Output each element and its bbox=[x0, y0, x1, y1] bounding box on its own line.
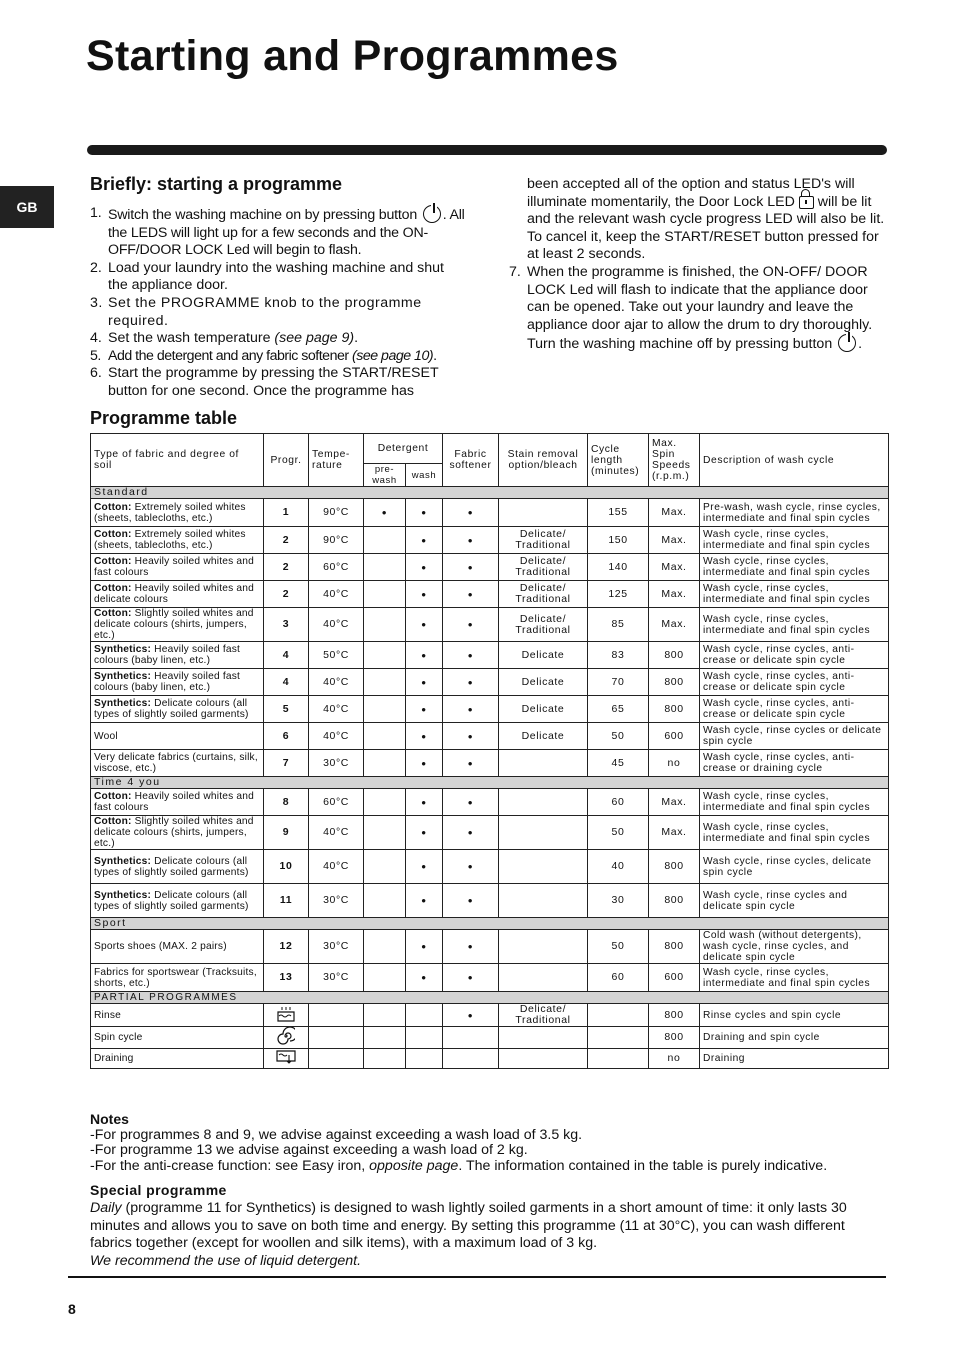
rinse-icon bbox=[277, 1013, 295, 1025]
stain-removal-cell bbox=[499, 789, 588, 816]
softener-cell: • bbox=[443, 884, 499, 918]
description-cell: Wash cycle, rinse cycles, intermediate and final spin cycles bbox=[700, 554, 889, 581]
col-type: Type of fabric and degree of soil bbox=[91, 434, 264, 487]
programme-number-cell: 1 bbox=[264, 499, 309, 527]
fabric-type-cell: Synthetics: Heavily soiled fast colours (baby linen, etc.) bbox=[91, 642, 264, 669]
step-6: 6. Start the programme by pressing the START/RESET button for one second. Once the programme has bbox=[90, 365, 439, 399]
stain-removal-cell: Delicate/ Traditional bbox=[499, 554, 588, 581]
programme-table-heading: Programme table bbox=[90, 408, 238, 428]
cycle-length-cell: 140 bbox=[588, 554, 649, 581]
wash-cell: • bbox=[406, 499, 443, 527]
cycle-length-cell bbox=[588, 1049, 649, 1069]
temperature-cell: 30°C bbox=[309, 930, 364, 964]
fabric-type-cell: Cotton: Slightly soiled whites and delicate colours (shirts, jumpers, etc.) bbox=[91, 608, 264, 642]
cycle-length-cell: 85 bbox=[588, 608, 649, 642]
spin-icon bbox=[277, 1036, 295, 1048]
drain-icon bbox=[276, 1056, 296, 1068]
programme-number-cell: 5 bbox=[264, 696, 309, 723]
softener-cell: • bbox=[443, 499, 499, 527]
cycle-length-cell: 50 bbox=[588, 816, 649, 850]
special-text: Daily (programme 11 for Synthetics) is designed to wash lightly soiled garments in a short amount of time: it only lasts 30 minutes and allows you to save on both time and energy. By setting this programme (11 at 30°C), you can wash different fabrics together (except for woollen and silk items), with a maximum load of 3 kg. bbox=[90, 1199, 847, 1252]
table-row bbox=[91, 669, 889, 696]
description-cell: Wash cycle, rinse cycles, intermediate and final spin cycles bbox=[700, 608, 889, 642]
col-softener: Fabric softener bbox=[443, 434, 499, 487]
fabric-type-cell: Wool bbox=[91, 723, 264, 750]
cycle-length-cell: 60 bbox=[588, 789, 649, 816]
programme-number-cell: 10 bbox=[264, 850, 309, 884]
prewash-cell bbox=[364, 816, 406, 850]
spin-speed-cell: Max. bbox=[649, 581, 700, 608]
spin-speed-cell: 800 bbox=[649, 884, 700, 918]
stain-removal-cell: Delicate/ Traditional bbox=[499, 1004, 588, 1027]
softener-cell: • bbox=[443, 850, 499, 884]
table-row bbox=[91, 642, 889, 669]
temperature-cell: 40°C bbox=[309, 816, 364, 850]
stain-removal-cell: Delicate/ Traditional bbox=[499, 608, 588, 642]
description-cell: Pre-wash, wash cycle, rinse cycles, intermediate and final spin cycles bbox=[700, 499, 889, 527]
softener-cell bbox=[443, 1027, 499, 1049]
cycle-length-cell: 50 bbox=[588, 723, 649, 750]
power-icon bbox=[838, 334, 856, 352]
table-row bbox=[91, 816, 889, 850]
table-row bbox=[91, 499, 889, 527]
special-recommend: We recommend the use of liquid detergent. bbox=[90, 1253, 362, 1270]
fabric-type-cell: Synthetics: Delicate colours (all types of slightly soiled garments) bbox=[91, 696, 264, 723]
step-1: 1. Switch the washing machine on by pressing button . All the LEDS will light up for a few seconds and the ON-OFF/DOOR LOCK Led will begin to flash. bbox=[90, 205, 465, 259]
wash-cell bbox=[406, 1004, 443, 1027]
temperature-cell: 50°C bbox=[309, 642, 364, 669]
prewash-cell bbox=[364, 696, 406, 723]
table-row bbox=[91, 884, 889, 918]
col-cycle: Cycle length (minutes) bbox=[588, 434, 649, 487]
header-rule bbox=[87, 145, 887, 155]
stain-removal-cell: Delicate bbox=[499, 696, 588, 723]
section-header bbox=[91, 918, 889, 930]
description-cell: Wash cycle, rinse cycles, anti-crease or delicate spin cycle bbox=[700, 642, 889, 669]
programme-number-cell: 13 bbox=[264, 964, 309, 992]
stain-removal-cell bbox=[499, 964, 588, 992]
spin-speed-cell: no bbox=[649, 750, 700, 777]
stain-removal-cell bbox=[499, 1049, 588, 1069]
power-icon bbox=[423, 205, 441, 223]
section-header bbox=[91, 992, 889, 1004]
softener-cell bbox=[443, 1049, 499, 1069]
wash-cell: • bbox=[406, 964, 443, 992]
cancel-instruction: To cancel it, keep the START/RESET button pressed for at least 2 seconds. bbox=[527, 228, 879, 263]
col-wash: wash bbox=[406, 464, 443, 487]
table-row bbox=[91, 581, 889, 608]
special-heading: Special programme bbox=[90, 1182, 227, 1198]
programme-number-cell: 12 bbox=[264, 930, 309, 964]
col-temp: Tempe-rature bbox=[309, 434, 364, 487]
prewash-cell bbox=[364, 850, 406, 884]
programme-number-cell: 11 bbox=[264, 884, 309, 918]
wash-cell: • bbox=[406, 750, 443, 777]
section-header bbox=[91, 777, 889, 789]
section-header bbox=[91, 487, 889, 499]
wash-cell: • bbox=[406, 850, 443, 884]
wash-cell: • bbox=[406, 669, 443, 696]
table-row bbox=[91, 789, 889, 816]
door-lock-icon bbox=[799, 196, 814, 209]
fabric-type-cell: Cotton: Slightly soiled whites and delicate colours (shirts, jumpers, etc.) bbox=[91, 816, 264, 850]
fabric-type-cell: Very delicate fabrics (curtains, silk, viscose, etc.) bbox=[91, 750, 264, 777]
programme-number-cell bbox=[264, 1004, 309, 1027]
stain-removal-cell bbox=[499, 930, 588, 964]
temperature-cell: 40°C bbox=[309, 669, 364, 696]
description-cell: Wash cycle, rinse cycles, intermediate and final spin cycles bbox=[700, 527, 889, 554]
section-title: Standard bbox=[91, 487, 889, 499]
stain-removal-cell bbox=[499, 850, 588, 884]
note-line: -For programmes 8 and 9, we advise against exceeding a wash load of 3.5 kg. bbox=[90, 1126, 583, 1143]
softener-cell: • bbox=[443, 789, 499, 816]
temperature-cell: 90°C bbox=[309, 527, 364, 554]
fabric-type-cell: Synthetics: Heavily soiled fast colours (baby linen, etc.) bbox=[91, 669, 264, 696]
prewash-cell bbox=[364, 1049, 406, 1069]
spin-speed-cell: 800 bbox=[649, 850, 700, 884]
description-cell: Wash cycle, rinse cycles, anti-crease or draining cycle bbox=[700, 750, 889, 777]
description-cell: Wash cycle, rinse cycles, anti-crease or delicate spin cycle bbox=[700, 669, 889, 696]
softener-cell: • bbox=[443, 642, 499, 669]
stain-removal-cell: Delicate/ Traditional bbox=[499, 581, 588, 608]
programme-number-cell: 4 bbox=[264, 669, 309, 696]
section-title: Sport bbox=[91, 918, 889, 930]
cycle-length-cell: 60 bbox=[588, 964, 649, 992]
table-row bbox=[91, 527, 889, 554]
softener-cell: • bbox=[443, 608, 499, 642]
fabric-type-cell: Cotton: Heavily soiled whites and fast colours bbox=[91, 554, 264, 581]
stain-removal-cell: Delicate bbox=[499, 642, 588, 669]
cycle-length-cell: 30 bbox=[588, 884, 649, 918]
prewash-cell bbox=[364, 723, 406, 750]
spin-speed-cell: no bbox=[649, 1049, 700, 1069]
spin-speed-cell: 800 bbox=[649, 930, 700, 964]
softener-cell: • bbox=[443, 723, 499, 750]
prewash-cell bbox=[364, 750, 406, 777]
step-5: 5. Add the detergent and any fabric softener (see page 10). bbox=[90, 347, 437, 364]
notes bbox=[90, 1112, 827, 1174]
description-cell: Draining bbox=[700, 1049, 889, 1069]
programme-number-cell: 3 bbox=[264, 608, 309, 642]
table-row bbox=[91, 930, 889, 964]
temperature-cell: 30°C bbox=[309, 964, 364, 992]
fabric-type-cell: Cotton: Heavily soiled whites and delicate colours bbox=[91, 581, 264, 608]
description-cell: Draining and spin cycle bbox=[700, 1027, 889, 1049]
cycle-length-cell: 40 bbox=[588, 850, 649, 884]
section-title: Time 4 you bbox=[91, 777, 889, 789]
stain-removal-cell bbox=[499, 499, 588, 527]
step-2: 2. Load your laundry into the washing machine and shut the appliance door. bbox=[90, 259, 444, 294]
programme-number-cell: 2 bbox=[264, 527, 309, 554]
temperature-cell: 40°C bbox=[309, 723, 364, 750]
prewash-cell bbox=[364, 527, 406, 554]
prewash-cell bbox=[364, 608, 406, 642]
fabric-type-cell: Cotton: Heavily soiled whites and fast colours bbox=[91, 789, 264, 816]
spin-speed-cell: 600 bbox=[649, 964, 700, 992]
fabric-type-cell: Rinse bbox=[91, 1004, 264, 1027]
fabric-type-cell: Synthetics: Delicate colours (all types of slightly soiled garments) bbox=[91, 850, 264, 884]
table-row bbox=[91, 554, 889, 581]
softener-cell: • bbox=[443, 554, 499, 581]
temperature-cell: 40°C bbox=[309, 581, 364, 608]
description-cell: Wash cycle, rinse cycles, intermediate and final spin cycles bbox=[700, 816, 889, 850]
temperature-cell: 30°C bbox=[309, 750, 364, 777]
programme-number-cell: 2 bbox=[264, 554, 309, 581]
temperature-cell: 40°C bbox=[309, 850, 364, 884]
fabric-type-cell: Cotton: Extremely soiled whites (sheets, tablecloths, etc.) bbox=[91, 499, 264, 527]
spin-speed-cell: 800 bbox=[649, 669, 700, 696]
description-cell: Wash cycle, rinse cycles, intermediate and final spin cycles bbox=[700, 789, 889, 816]
cycle-length-cell: 65 bbox=[588, 696, 649, 723]
prewash-cell bbox=[364, 1004, 406, 1027]
stain-removal-cell: Delicate bbox=[499, 669, 588, 696]
programme-number-cell bbox=[264, 1049, 309, 1069]
softener-cell: • bbox=[443, 750, 499, 777]
step-6-continued: been accepted all of the option and status LED's will illuminate momentarily, the Door Lock LED will be lit and the relevant wash cycle progress LED will also be lit. bbox=[527, 176, 885, 228]
prewash-cell bbox=[364, 581, 406, 608]
temperature-cell: 30°C bbox=[309, 884, 364, 918]
wash-cell: • bbox=[406, 816, 443, 850]
prewash-cell bbox=[364, 884, 406, 918]
step-3: 3. Set the PROGRAMME knob to the programme required. bbox=[90, 294, 422, 329]
col-desc: Description of wash cycle bbox=[700, 434, 889, 487]
spin-speed-cell: Max. bbox=[649, 499, 700, 527]
softener-cell: • bbox=[443, 930, 499, 964]
table-row bbox=[91, 696, 889, 723]
wash-cell bbox=[406, 1027, 443, 1049]
programme-number-cell: 9 bbox=[264, 816, 309, 850]
col-prewash: pre-wash bbox=[364, 464, 406, 487]
briefly-heading: Briefly: starting a programme bbox=[90, 174, 343, 194]
steps-right-column bbox=[509, 176, 887, 354]
prewash-cell bbox=[364, 669, 406, 696]
note-line: -For the anti-crease function: see Easy iron, opposite page. The information contained in the table is purely indicative. bbox=[90, 1157, 828, 1174]
programme-number-cell: 7 bbox=[264, 750, 309, 777]
programme-table bbox=[90, 433, 889, 1069]
table-row bbox=[91, 1049, 889, 1069]
temperature-cell: 40°C bbox=[309, 608, 364, 642]
softener-cell: • bbox=[443, 964, 499, 992]
fabric-type-cell: Fabrics for sportswear (Tracksuits, shorts, etc.) bbox=[91, 964, 264, 992]
stain-removal-cell bbox=[499, 816, 588, 850]
fabric-type-cell: Draining bbox=[91, 1049, 264, 1069]
col-stain: Stain removal option/bleach bbox=[499, 434, 588, 487]
section-title: PARTIAL PROGRAMMES bbox=[91, 992, 889, 1004]
prewash-cell bbox=[364, 642, 406, 669]
description-cell: Rinse cycles and spin cycle bbox=[700, 1004, 889, 1027]
spin-speed-cell: 800 bbox=[649, 1027, 700, 1049]
fabric-type-cell: Spin cycle bbox=[91, 1027, 264, 1049]
temperature-cell bbox=[309, 1049, 364, 1069]
table-row bbox=[91, 964, 889, 992]
wash-cell: • bbox=[406, 930, 443, 964]
wash-cell: • bbox=[406, 789, 443, 816]
temperature-cell: 60°C bbox=[309, 554, 364, 581]
stain-removal-cell: Delicate/ Traditional bbox=[499, 527, 588, 554]
table-row bbox=[91, 750, 889, 777]
spin-speed-cell: 800 bbox=[649, 696, 700, 723]
spin-speed-cell: Max. bbox=[649, 816, 700, 850]
stain-removal-cell: Delicate bbox=[499, 723, 588, 750]
cycle-length-cell: 150 bbox=[588, 527, 649, 554]
cycle-length-cell: 70 bbox=[588, 669, 649, 696]
page-number: 8 bbox=[68, 1301, 76, 1317]
temperature-cell bbox=[309, 1027, 364, 1049]
softener-cell: • bbox=[443, 1004, 499, 1027]
programme-number-cell: 8 bbox=[264, 789, 309, 816]
col-spin: Max. Spin Speeds (r.p.m.) bbox=[649, 434, 700, 487]
description-cell: Wash cycle, rinse cycles, delicate spin cycle bbox=[700, 850, 889, 884]
prewash-cell bbox=[364, 789, 406, 816]
prewash-cell bbox=[364, 964, 406, 992]
table-row bbox=[91, 1027, 889, 1049]
description-cell: Wash cycle, rinse cycles, intermediate and final spin cycles bbox=[700, 581, 889, 608]
cycle-length-cell bbox=[588, 1027, 649, 1049]
wash-cell: • bbox=[406, 581, 443, 608]
stain-removal-cell bbox=[499, 750, 588, 777]
stain-removal-cell bbox=[499, 1027, 588, 1049]
prewash-cell bbox=[364, 930, 406, 964]
fabric-type-cell: Sports shoes (MAX. 2 pairs) bbox=[91, 930, 264, 964]
cycle-length-cell: 50 bbox=[588, 930, 649, 964]
wash-cell bbox=[406, 1049, 443, 1069]
cycle-length-cell bbox=[588, 1004, 649, 1027]
temperature-cell: 60°C bbox=[309, 789, 364, 816]
prewash-cell bbox=[364, 554, 406, 581]
temperature-cell: 40°C bbox=[309, 696, 364, 723]
cycle-length-cell: 155 bbox=[588, 499, 649, 527]
softener-cell: • bbox=[443, 527, 499, 554]
wash-cell: • bbox=[406, 554, 443, 581]
table-row bbox=[91, 1004, 889, 1027]
wash-cell: • bbox=[406, 884, 443, 918]
description-cell: Wash cycle, rinse cycles or delicate spin cycle bbox=[700, 723, 889, 750]
wash-cell: • bbox=[406, 527, 443, 554]
note-line: -For programme 13 we advise against exceeding a wash load of 2 kg. bbox=[90, 1142, 528, 1159]
softener-cell: • bbox=[443, 669, 499, 696]
step-4: 4. Set the wash temperature (see page 9). bbox=[90, 330, 359, 347]
temperature-cell bbox=[309, 1004, 364, 1027]
fabric-type-cell: Cotton: Extremely soiled whites (sheets, tablecloths, etc.) bbox=[91, 527, 264, 554]
wash-cell: • bbox=[406, 608, 443, 642]
language-tab: GB bbox=[0, 186, 54, 228]
softener-cell: • bbox=[443, 696, 499, 723]
prewash-cell bbox=[364, 1027, 406, 1049]
programme-number-cell: 4 bbox=[264, 642, 309, 669]
col-progr: Progr. bbox=[264, 434, 309, 487]
cycle-length-cell: 83 bbox=[588, 642, 649, 669]
notes-heading: Notes bbox=[90, 1111, 129, 1127]
spin-speed-cell: Max. bbox=[649, 554, 700, 581]
prewash-cell: • bbox=[364, 499, 406, 527]
spin-speed-cell: Max. bbox=[649, 789, 700, 816]
description-cell: Wash cycle, rinse cycles and delicate spin cycle bbox=[700, 884, 889, 918]
table-row bbox=[91, 608, 889, 642]
softener-cell: • bbox=[443, 816, 499, 850]
cycle-length-cell: 45 bbox=[588, 750, 649, 777]
programme-number-cell bbox=[264, 1027, 309, 1049]
programme-number-cell: 2 bbox=[264, 581, 309, 608]
description-cell: Cold wash (without detergents), wash cycle, rinse cycles, and delicate spin cycle bbox=[700, 930, 889, 964]
spin-speed-cell: 800 bbox=[649, 1004, 700, 1027]
step-7: 7. When the programme is finished, the ON-OFF/ DOOR LOCK Led will flash to indicate that the appliance door can be opened. Take out your laundry and leave the appliance door ajar to allow the drum to dry thoroughly. Turn the washing machine off by pressing button . bbox=[509, 263, 873, 353]
stain-removal-cell bbox=[499, 884, 588, 918]
description-cell: Wash cycle, rinse cycles, anti-crease or delicate spin cycle bbox=[700, 696, 889, 723]
spin-speed-cell: 800 bbox=[649, 642, 700, 669]
steps-left-column bbox=[90, 205, 465, 401]
spin-speed-cell: Max. bbox=[649, 608, 700, 642]
programme-number-cell: 6 bbox=[264, 723, 309, 750]
col-detergent: Detergent bbox=[364, 434, 443, 464]
softener-cell: • bbox=[443, 581, 499, 608]
page-title: Starting and Programmes bbox=[86, 32, 619, 80]
spin-speed-cell: Max. bbox=[649, 527, 700, 554]
special-programme bbox=[90, 1182, 890, 1271]
cycle-length-cell: 125 bbox=[588, 581, 649, 608]
wash-cell: • bbox=[406, 696, 443, 723]
spin-speed-cell: 600 bbox=[649, 723, 700, 750]
footer-rule bbox=[68, 1276, 886, 1278]
wash-cell: • bbox=[406, 723, 443, 750]
description-cell: Wash cycle, rinse cycles, intermediate and final spin cycles bbox=[700, 964, 889, 992]
table-row bbox=[91, 850, 889, 884]
temperature-cell: 90°C bbox=[309, 499, 364, 527]
wash-cell: • bbox=[406, 642, 443, 669]
fabric-type-cell: Synthetics: Delicate colours (all types of slightly soiled garments) bbox=[91, 884, 264, 918]
table-row bbox=[91, 723, 889, 750]
